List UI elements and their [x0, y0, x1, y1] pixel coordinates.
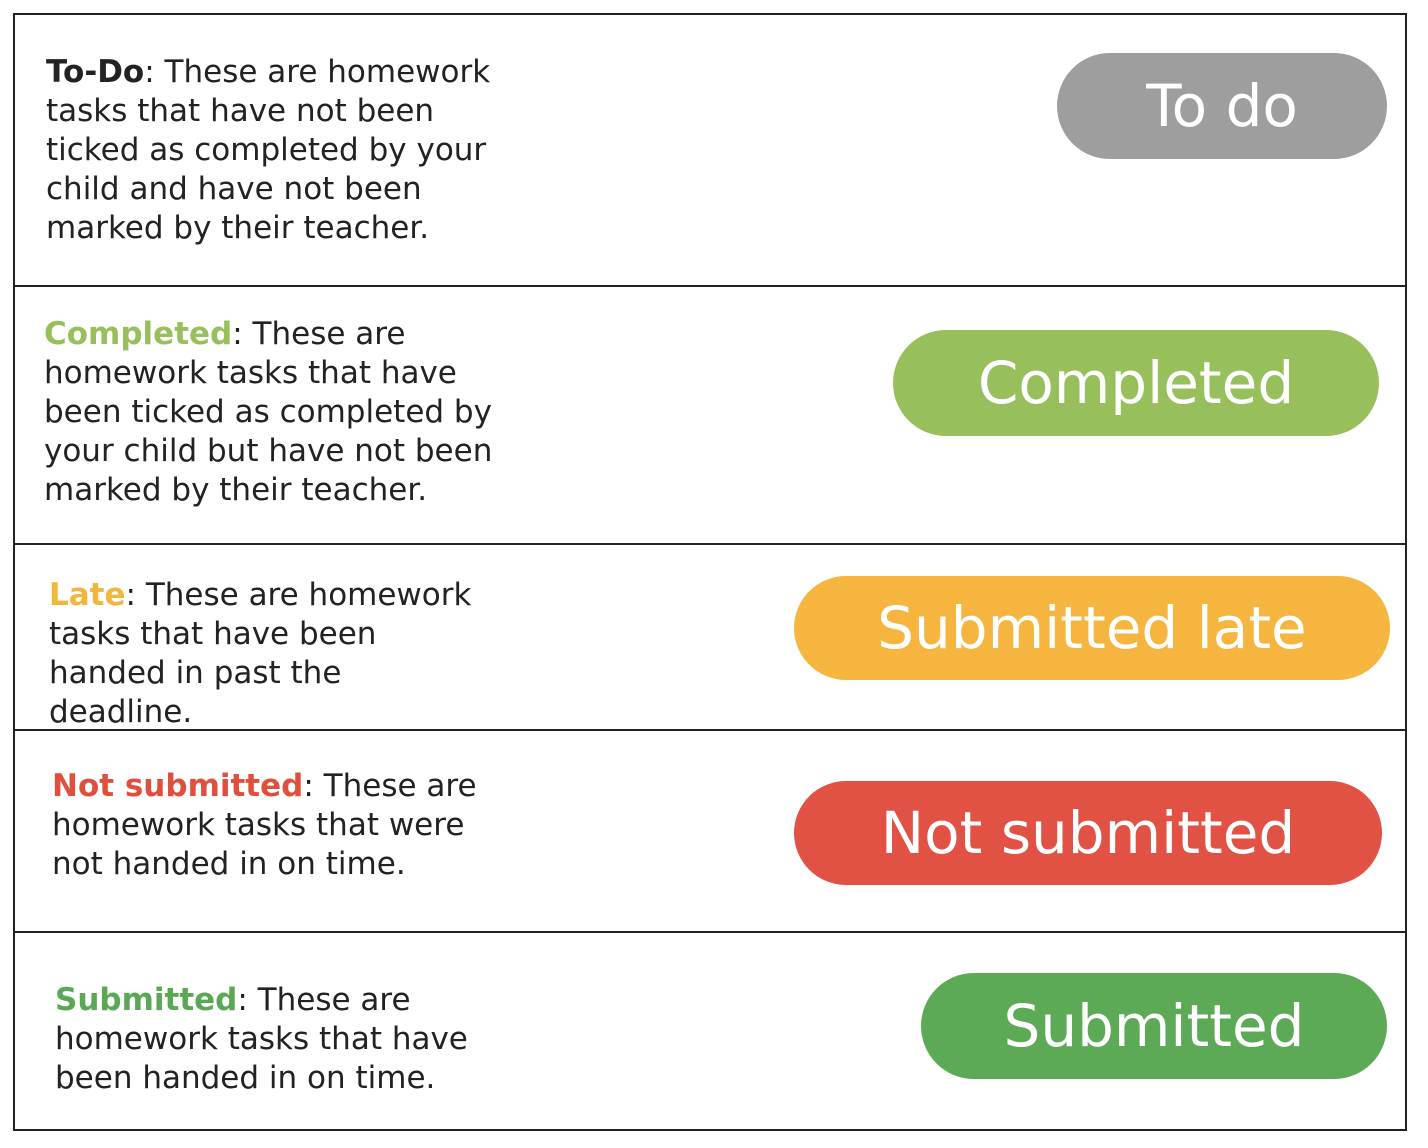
- submitted-description: [55, 981, 475, 1098]
- todo-definition: : These are homework tasks that have not been ticked as completed by your child and have not been marked by their teacher.: [46, 54, 491, 246]
- todo-term: To-Do: [46, 54, 145, 90]
- submitted-badge: Submitted: [921, 973, 1387, 1079]
- completed-badge: Completed: [893, 330, 1379, 436]
- late-description: [49, 576, 489, 732]
- legend-row-todo: [15, 15, 1405, 285]
- not-submitted-description: [52, 767, 522, 884]
- not-submitted-definition: : These are homework tasks that were not handed in on time.: [52, 768, 477, 882]
- completed-definition: : These are homework tasks that have been ticked as completed by your child but have not been marked by their teacher.: [44, 316, 493, 508]
- not-submitted-badge: Not submitted: [794, 781, 1382, 885]
- not-submitted-term: Not submitted: [52, 768, 304, 804]
- late-definition: : These are homework tasks that have been handed in past the deadline.: [49, 577, 472, 730]
- completed-description: [44, 315, 534, 510]
- todo-badge: To do: [1057, 53, 1387, 159]
- legend-row-not-submitted: [15, 729, 1405, 931]
- status-legend-table: [13, 13, 1407, 1131]
- submitted-late-badge: Submitted late: [794, 576, 1390, 680]
- late-term: Late: [49, 577, 126, 613]
- legend-row-late: [15, 543, 1405, 729]
- legend-row-completed: [15, 285, 1405, 543]
- legend-row-submitted: [15, 931, 1405, 1129]
- todo-description: [46, 53, 496, 248]
- completed-term: Completed: [44, 316, 233, 352]
- submitted-term: Submitted: [55, 982, 238, 1018]
- submitted-definition: : These are homework tasks that have been handed in on time.: [55, 982, 468, 1096]
